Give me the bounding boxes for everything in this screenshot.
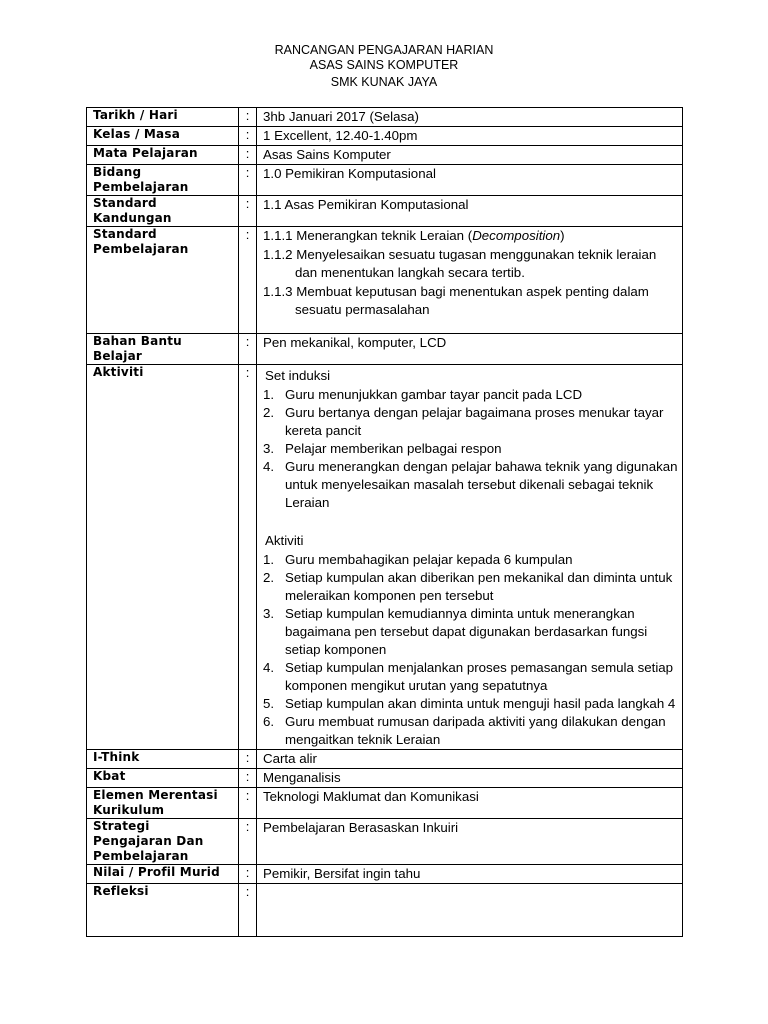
list-item: 6. Guru membuat rumusan daripada aktiviti yang dilakukan dengan mengaitkan teknik Leraian	[263, 714, 666, 747]
colon: :	[239, 127, 257, 146]
colon: :	[239, 788, 257, 819]
row-mata	[87, 146, 683, 165]
value-strategi: Pembelajaran Berasaskan Inkuiri	[257, 819, 683, 865]
colon: :	[239, 365, 257, 750]
row-nilai	[87, 865, 683, 884]
label-line: Standard	[93, 227, 157, 241]
row-refleksi	[87, 884, 683, 937]
aktiviti-heading: Aktiviti	[265, 533, 304, 548]
row-aktiviti	[87, 365, 683, 750]
label-bahan	[87, 334, 239, 365]
row-kbat	[87, 769, 683, 788]
colon: :	[239, 196, 257, 227]
label-line: Bahan Bantu	[93, 334, 182, 348]
value-emk: Teknologi Maklumat dan Komunikasi	[257, 788, 683, 819]
label-line: Standard	[93, 196, 157, 210]
label-line: Pembelajaran	[93, 180, 189, 194]
label-refleksi: Refleksi	[87, 884, 239, 937]
doc-subject: ASAS SAINS KOMPUTER	[309, 58, 459, 72]
label-line: Elemen Merentasi	[93, 788, 218, 802]
row-kelas	[87, 127, 683, 146]
value-nilai: Pemikir, Bersifat ingin tahu	[257, 865, 683, 884]
row-emk	[87, 788, 683, 819]
list-item: 3. Setiap kumpulan kemudiannya diminta untuk menerangkan bagaimana pen tersebut dapat digunakan berdasarkan fungsi setiap komponen	[263, 606, 648, 657]
row-standard-pembelajaran	[87, 227, 683, 334]
list-item: 5. Setiap kumpulan akan diminta untuk menguji hasil pada langkah 4	[263, 696, 676, 711]
sp-item: 1.1.2 Menyelesaikan sesuatu tugasan menggunakan teknik leraian dan menentukan langkah secara tertib.	[263, 247, 657, 280]
label-sk	[87, 196, 239, 227]
set-induksi-list	[263, 386, 682, 512]
colon: :	[239, 334, 257, 365]
value-kbat: Menganalisis	[257, 769, 683, 788]
label-ithink: I-Think	[87, 750, 239, 769]
value-tarikh: 3hb Januari 2017 (Selasa)	[257, 108, 683, 127]
label-line: Kandungan	[93, 211, 172, 225]
value-sk: 1.1 Asas Pemikiran Komputasional	[257, 196, 683, 227]
row-standard-kandungan	[87, 196, 683, 227]
label-aktiviti: Aktiviti	[87, 365, 239, 750]
list-item: 2. Guru bertanya dengan pelajar bagaimana proses menukar tayar kereta pancit	[263, 405, 664, 438]
lesson-plan-table	[86, 107, 683, 937]
row-ithink	[87, 750, 683, 769]
label-line: Pembelajaran	[93, 849, 189, 863]
value-ithink: Carta alir	[257, 750, 683, 769]
label-line: Belajar	[93, 349, 143, 363]
label-tarikh: Tarikh / Hari	[87, 108, 239, 127]
value-mata: Asas Sains Komputer	[257, 146, 683, 165]
list-item: 2. Setiap kumpulan akan diberikan pen mekanikal dan diminta untuk meleraikan komponen pen tersebut	[263, 570, 673, 603]
colon: :	[239, 165, 257, 196]
label-line: Bidang	[93, 165, 142, 179]
label-bidang	[87, 165, 239, 196]
doc-title: RANCANGAN PENGAJARAN HARIAN	[274, 43, 494, 57]
row-bidang	[87, 165, 683, 196]
value-refleksi	[257, 884, 683, 937]
colon: :	[239, 750, 257, 769]
list-item: 1. Guru membahagikan pelajar kepada 6 kumpulan	[263, 552, 573, 567]
colon: :	[239, 819, 257, 865]
set-induksi-heading: Set induksi	[265, 368, 331, 383]
value-kelas: 1 Excellent, 12.40-1.40pm	[257, 127, 683, 146]
list-item: 3. Pelajar memberikan pelbagai respon	[263, 441, 502, 456]
label-line: Strategi	[93, 819, 150, 833]
sp-item: 1.1.1 Menerangkan teknik Leraian (Decomposition)	[263, 228, 565, 243]
colon: :	[239, 884, 257, 937]
label-nilai: Nilai / Profil Murid	[87, 865, 239, 884]
row-strategi	[87, 819, 683, 865]
label-mata: Mata Pelajaran	[87, 146, 239, 165]
colon: :	[239, 227, 257, 334]
colon: :	[239, 865, 257, 884]
aktiviti-list	[263, 551, 682, 749]
row-bahan	[87, 334, 683, 365]
label-line: Pengajaran Dan	[93, 834, 204, 848]
label-sp	[87, 227, 239, 334]
value-aktiviti	[257, 365, 683, 750]
value-sp	[257, 227, 683, 334]
label-emk	[87, 788, 239, 819]
value-bidang: 1.0 Pemikiran Komputasional	[257, 165, 683, 196]
value-bahan: Pen mekanikal, komputer, LCD	[257, 334, 683, 365]
label-strategi	[87, 819, 239, 865]
colon: :	[239, 146, 257, 165]
label-line: Pembelajaran	[93, 242, 189, 256]
sp-item: 1.1.3 Membuat keputusan bagi menentukan aspek penting dalam sesuatu permasalahan	[263, 284, 649, 317]
row-tarikh	[87, 108, 683, 127]
doc-school: SMK KUNAK JAYA	[330, 75, 438, 89]
colon: :	[239, 108, 257, 127]
list-item: 4. Setiap kumpulan menjalankan proses pemasangan semula setiap komponen mengikut urutan yang sepatutnya	[263, 660, 674, 693]
label-line: Kurikulum	[93, 803, 165, 817]
colon: :	[239, 769, 257, 788]
label-kbat: Kbat	[87, 769, 239, 788]
list-item: 1. Guru menunjukkan gambar tayar pancit pada LCD	[263, 387, 583, 402]
list-item: 4. Guru menerangkan dengan pelajar bahawa teknik yang digunakan untuk menyelesaikan masalah tersebut dikenali sebagai teknik Leraian	[263, 459, 678, 510]
label-kelas: Kelas / Masa	[87, 127, 239, 146]
